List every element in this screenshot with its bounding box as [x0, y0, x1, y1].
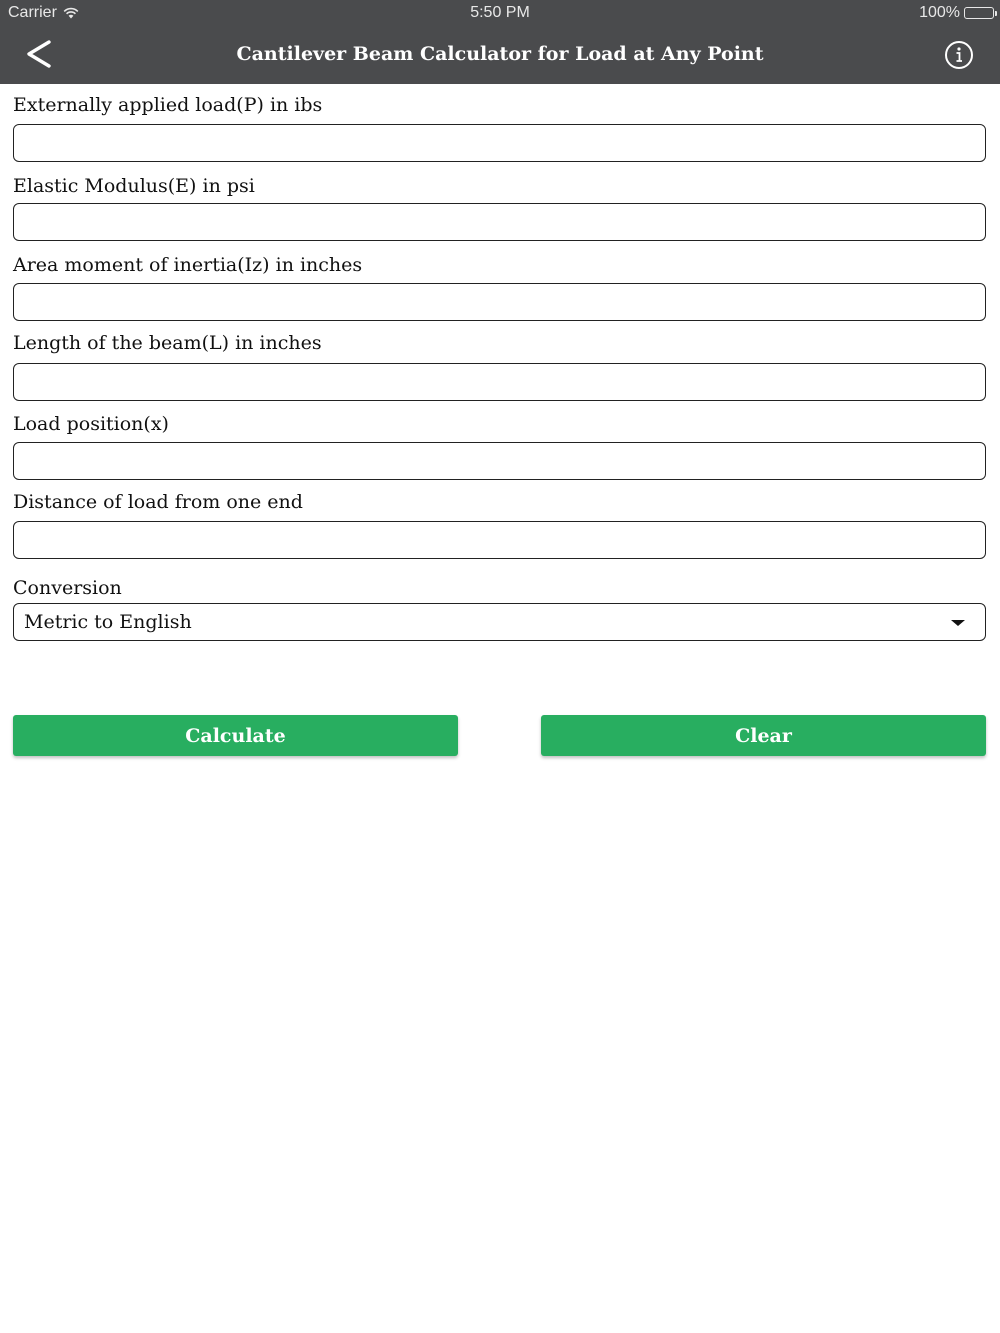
top-bar: [0, 0, 1000, 84]
load-label: Externally applied load(P) in ibs: [13, 94, 323, 116]
calculate-button[interactable]: Calculate: [13, 715, 458, 756]
inertia-input[interactable]: [13, 283, 986, 321]
battery-percent: 100%: [919, 4, 960, 21]
beam-length-label: Length of the beam(L) in inches: [13, 332, 322, 354]
conversion-selected-value: Metric to English: [24, 611, 192, 633]
load-distance-label: Distance of load from one end: [13, 491, 303, 513]
beam-length-input[interactable]: [13, 363, 986, 401]
conversion-label: Conversion: [13, 577, 122, 599]
load-distance-input[interactable]: [13, 521, 986, 559]
elastic-modulus-label: Elastic Modulus(E) in psi: [13, 175, 255, 197]
inertia-label: Area moment of inertia(Iz) in inches: [13, 254, 363, 276]
chevron-left-icon: [22, 36, 62, 76]
status-carrier: [8, 4, 79, 22]
back-button[interactable]: [22, 36, 62, 76]
load-input[interactable]: [13, 124, 986, 162]
page-title: Cantilever Beam Calculator for Load at Any Point: [236, 43, 764, 65]
info-icon: [944, 40, 974, 70]
wifi-icon: [63, 7, 79, 19]
load-position-label: Load position(x): [13, 413, 169, 435]
status-time: 5:50 PM: [470, 4, 530, 21]
elastic-modulus-input[interactable]: [13, 203, 986, 241]
carrier-label: Carrier: [8, 4, 57, 21]
battery-icon: [964, 7, 994, 19]
status-battery: [919, 4, 994, 22]
clear-button[interactable]: Clear: [541, 715, 986, 756]
conversion-select[interactable]: [13, 603, 986, 641]
info-button[interactable]: [944, 40, 974, 70]
caret-down-icon: [951, 620, 965, 626]
load-position-input[interactable]: [13, 442, 986, 480]
